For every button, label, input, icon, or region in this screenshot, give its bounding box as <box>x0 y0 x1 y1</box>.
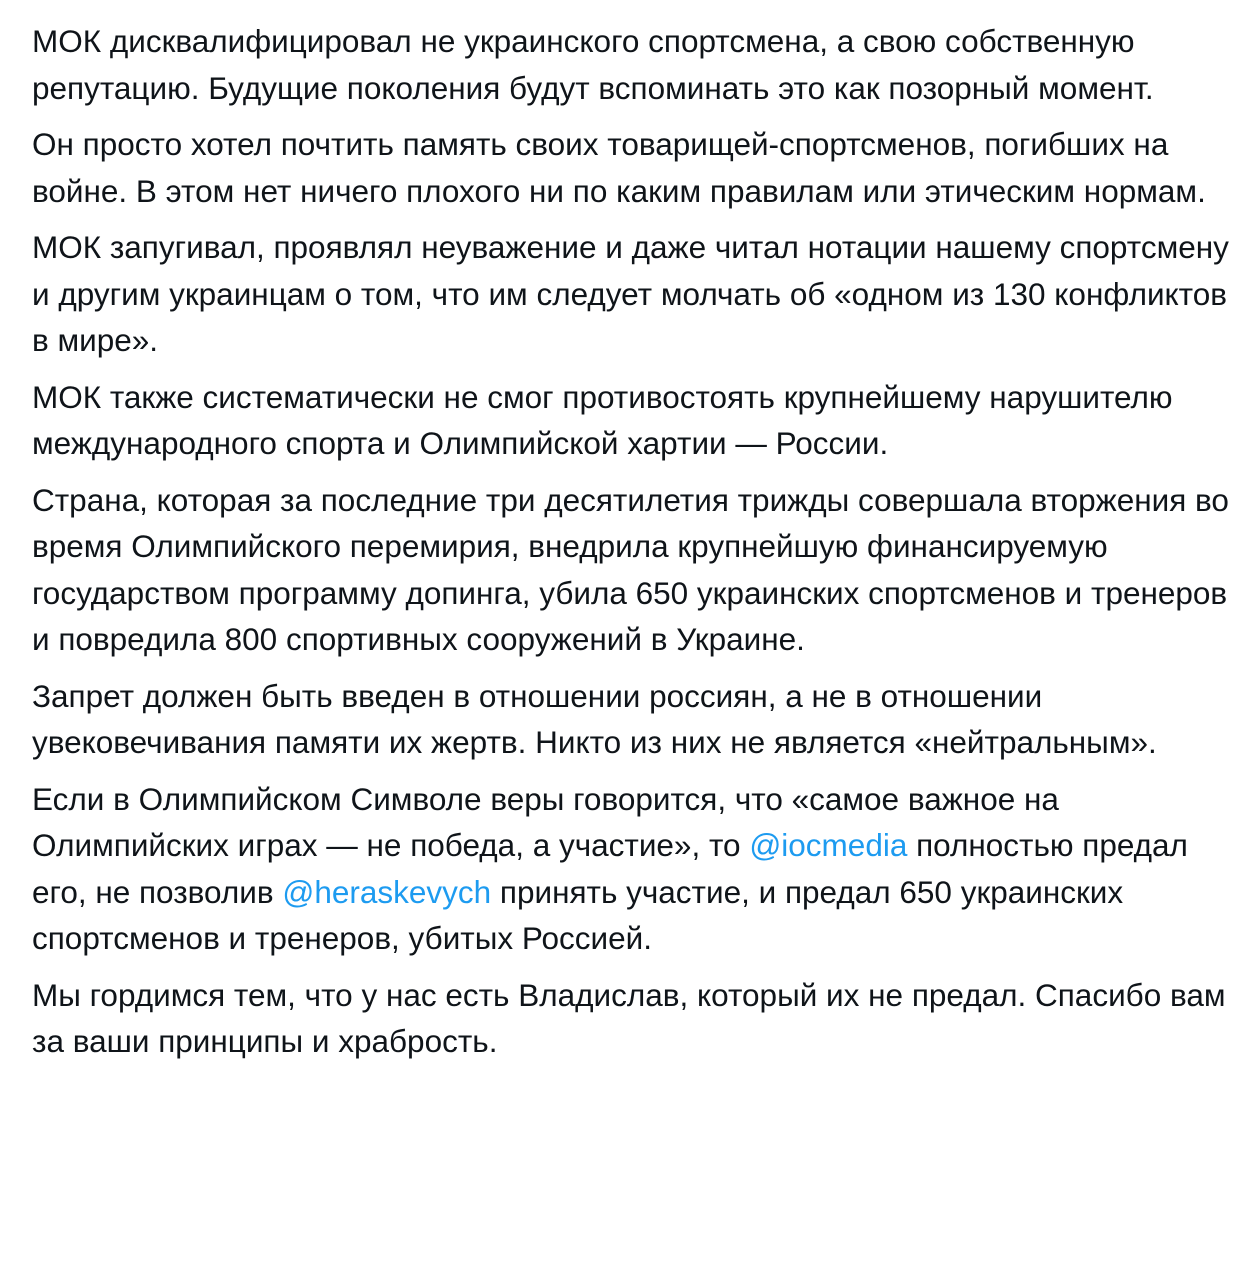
paragraph-4: МОК также систематически не смог противостоять крупнейшему нарушителю международного спорта и Олимпийской хартии — России. <box>32 378 1173 461</box>
paragraph-7-text-middle: полностью предал его, не позволив <box>32 827 1188 910</box>
paragraph-6: Запрет должен быть введен в отношении россиян, а не в отношении увековечивания памяти их жертв. Никто из них не является «нейтральным». <box>32 677 1157 760</box>
mention-link-iocmedia[interactable]: @iocmedia <box>749 827 908 863</box>
paragraph-1: МОК дисквалифицировал не украинского спортсмена, а свою собственную репутацию. Будущие поколения будут вспоминать это как позорный момент. <box>32 23 1154 106</box>
paragraph-2: Он просто хотел почтить память своих товарищей-спортсменов, погибших на войне. В этом нет ничего плохого ни по каким правилам или этическим нормам. <box>32 126 1206 209</box>
paragraph-7-text-end: принять участие, и предал 650 украинских спортсменов и тренеров, убитых Россией. <box>32 873 1124 956</box>
paragraph-5: Страна, которая за последние три десятилетия трижды совершала вторжения во время Олимпийского перемирия, внедрила крупнейшую финансируемую государством программу допинга, убила 650 украинских спортсменов и тренеров и повредила 800 спортивных сооружений в Украине. <box>32 481 1229 657</box>
paragraph-3: МОК запугивал, проявлял неуважение и даже читал нотации нашему спортсмену и другим украинцам о том, что им следует молчать об «одном из 130 конфликтов в мире». <box>32 229 1229 358</box>
mention-link-heraskevych[interactable]: @heraskevych <box>282 873 492 910</box>
paragraph-7-text-start: Если в Олимпийском Символе веры говорится, что «самое важное на Олимпийских играх — не победа, а участие», то <box>32 780 1059 863</box>
paragraph-7 <box>32 776 1232 962</box>
post-body <box>32 18 1232 1075</box>
paragraph-8: Мы гордимся тем, что у нас есть Владислав, который их не предал. Спасибо вам за ваши принципы и храбрость. <box>32 976 1226 1059</box>
